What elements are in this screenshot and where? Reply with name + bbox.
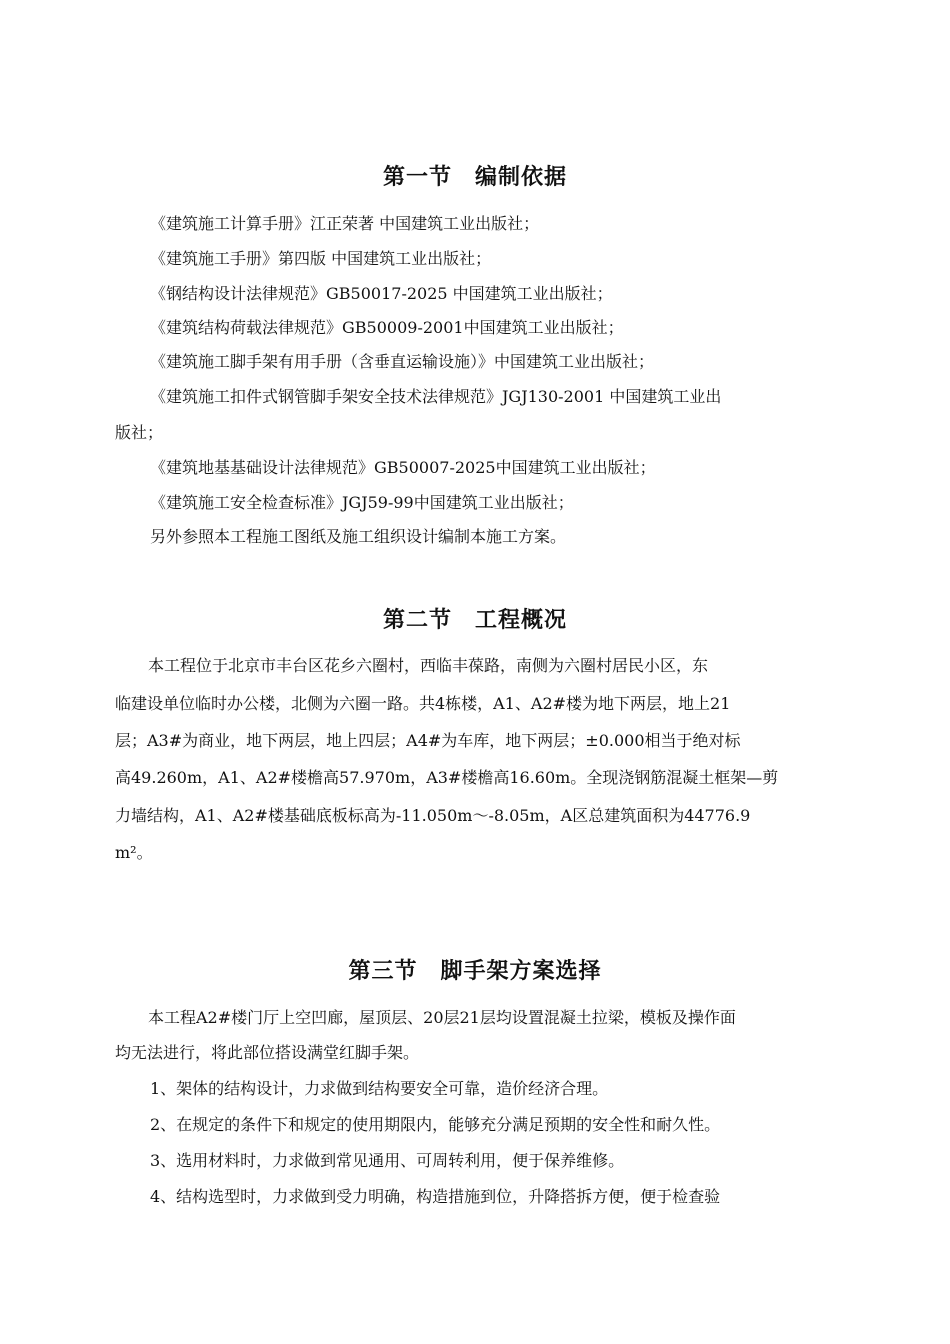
list-item: 1、架体的结构设计，力求做到结构要安全可靠，造价经济合理。 <box>150 1079 609 1098</box>
paragraph-line: 力墙结构，A1、A2#楼基础底板标高为-11.050m～-8.05m，A区总建筑面积为44776.9 <box>115 806 751 825</box>
reference-line: 《建筑施工脚手架有用手册（含垂直运输设施）》中国建筑工业出版社； <box>150 352 655 371</box>
section1-title: 第一节 编制依据 <box>382 165 567 190</box>
reference-line: 《建筑结构荷载法律规范》GB50009-2001中国建筑工业出版社； <box>150 318 624 337</box>
section2-title: 第二节 工程概况 <box>382 608 567 633</box>
paragraph-line: 高49.260m，A1、A2#楼檐高57.970m，A3#楼檐高16.60m。全现浇钢筋混凝土框架—剪 <box>115 768 779 787</box>
reference-line: 《建筑施工计算手册》江正荣著 中国建筑工业出版社； <box>150 214 540 233</box>
reference-line: 《建筑施工扣件式钢管脚手架安全技术法律规范》JGJ130-2001 中国建筑工业出 <box>150 387 722 406</box>
reference-line: 《建筑地基基础设计法律规范》GB50007-2025中国建筑工业出版社； <box>150 458 656 477</box>
paragraph-line: 本工程位于北京市丰台区花乡六圈村，西临丰葆路，南侧为六圈村居民小区，东 <box>148 656 709 675</box>
paragraph-line: 层；A3#为商业，地下两层，地上四层；A4#为车库，地下两层；±0.000相当于绝对标 <box>115 731 741 750</box>
reference-line: 另外参照本工程施工图纸及施工组织设计编制本施工方案。 <box>150 527 567 546</box>
section3-title: 第三节 脚手架方案选择 <box>348 959 602 984</box>
reference-line: 《建筑施工安全检查标准》JGJ59-99中国建筑工业出版社； <box>150 493 574 512</box>
reference-line: 《建筑施工手册》第四版 中国建筑工业出版社； <box>150 249 492 268</box>
paragraph-line: 临建设单位临时办公楼，北侧为六圈一路。共4栋楼，A1、A2#楼为地下两层，地上21 <box>115 694 731 713</box>
paragraph-line: 本工程A2#楼门厅上空凹廊，屋顶层、20层21层均设置混凝土拉梁，模板及操作面 <box>148 1008 736 1027</box>
list-item: 2、在规定的条件下和规定的使用期限内，能够充分满足预期的安全性和耐久性。 <box>150 1115 721 1134</box>
list-item: 3、选用材料时，力求做到常见通用、可周转利用，便于保养维修。 <box>150 1151 625 1170</box>
reference-line: 版社； <box>115 423 164 442</box>
list-item: 4、结构选型时，力求做到受力明确，构造措施到位，升降搭拆方便，便于检查验 <box>150 1187 721 1206</box>
paragraph-line: 均无法进行，将此部位搭设满堂红脚手架。 <box>115 1043 420 1062</box>
reference-line: 《钢结构设计法律规范》GB50017-2025 中国建筑工业出版社； <box>150 284 613 303</box>
paragraph-line: m²。 <box>115 843 153 862</box>
